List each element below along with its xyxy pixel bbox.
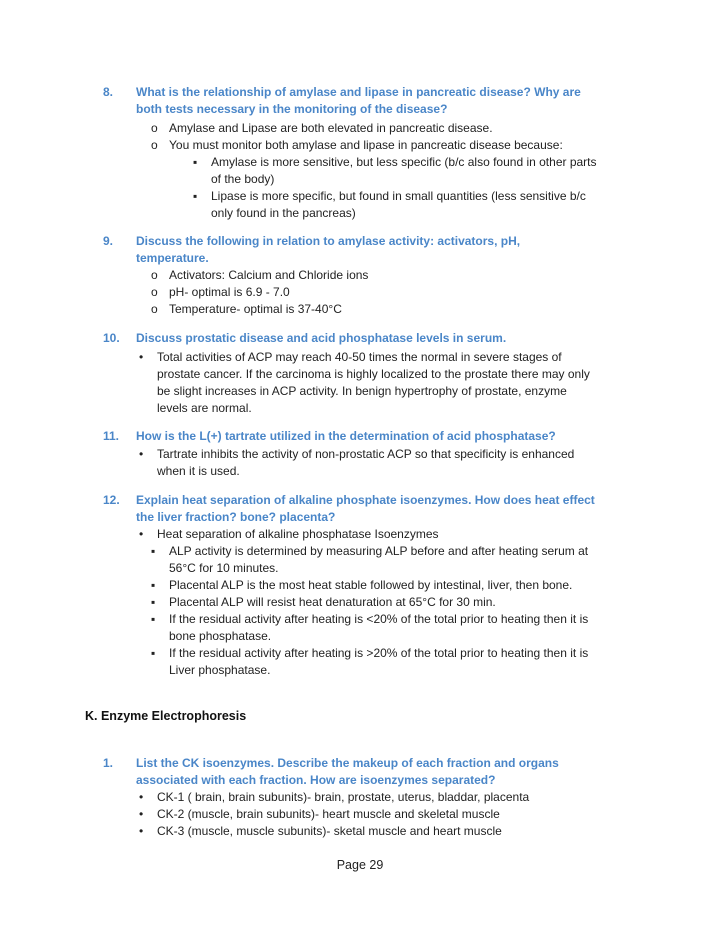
list-item-text: Tartrate inhibits the activity of non-prostatic ACP so that specificity is enhanced bbox=[157, 447, 575, 461]
list-item-text: Amylase and Lipase are both elevated in pancreatic disease. bbox=[169, 121, 493, 135]
list-item-text: levels are normal. bbox=[157, 401, 252, 415]
question-text-line: temperature. bbox=[136, 251, 209, 265]
bullet-icon: • bbox=[139, 790, 144, 804]
circle-bullet-icon: o bbox=[151, 268, 158, 282]
list-item-text: Amylase is more sensitive, but less specific (b/c also found in other parts bbox=[211, 155, 597, 169]
question-text-line: Explain heat separation of alkaline phosphate isoenzymes. How does heat effect bbox=[136, 493, 595, 507]
question-number: 12. bbox=[103, 493, 120, 507]
circle-bullet-icon: o bbox=[151, 121, 158, 135]
list-item-text: Placental ALP will resist heat denaturation at 65°C for 30 min. bbox=[169, 595, 496, 609]
bullet-icon: • bbox=[139, 527, 144, 541]
list-item bbox=[151, 301, 663, 318]
list-item-text: be slight increases in ACP activity. In benign hypertrophy of prostate, enzyme bbox=[157, 384, 567, 398]
bullet-icon: • bbox=[139, 350, 144, 364]
list-item-text: CK-1 ( brain, brain subunits)- brain, prostate, uterus, bladdar, placenta bbox=[157, 790, 530, 804]
section-heading: K. Enzyme Electrophoresis bbox=[85, 709, 247, 723]
list-item-text: 56°C for 10 minutes. bbox=[169, 561, 279, 575]
square-bullet-icon: ▪ bbox=[193, 155, 198, 169]
list-item bbox=[139, 349, 663, 417]
list-item-text: If the residual activity after heating is <20% of the total prior to heating then it is bbox=[169, 612, 589, 626]
list-item bbox=[139, 526, 663, 543]
list-item-text: ALP activity is determined by measuring ALP before and after heating serum at bbox=[169, 544, 589, 558]
question-text-line: List the CK isoenzymes. Describe the makeup of each fraction and organs bbox=[136, 756, 559, 770]
list-item bbox=[151, 577, 663, 594]
list-item-text: of the body) bbox=[211, 172, 275, 186]
question-k1 bbox=[103, 755, 663, 840]
question-text-line: Discuss the following in relation to amylase activity: activators, pH, bbox=[136, 234, 521, 248]
question-text-line: What is the relationship of amylase and lipase in pancreatic disease? Why are bbox=[136, 85, 581, 99]
list-item-text: Total activities of ACP may reach 40-50 times the normal in severe stages of bbox=[157, 350, 562, 364]
list-item-text: Heat separation of alkaline phosphatase Isoenzymes bbox=[157, 527, 439, 541]
list-item bbox=[193, 154, 663, 188]
question-text-line: both tests necessary in the monitoring of the disease? bbox=[136, 102, 448, 116]
question-text-line: associated with each fraction. How are isoenzymes separated? bbox=[136, 773, 496, 787]
circle-bullet-icon: o bbox=[151, 138, 158, 152]
square-bullet-icon: ▪ bbox=[151, 646, 156, 660]
square-bullet-icon: ▪ bbox=[193, 189, 198, 203]
list-item bbox=[139, 789, 663, 806]
question-12 bbox=[103, 492, 663, 679]
question-number: 11. bbox=[103, 429, 120, 443]
list-item bbox=[193, 188, 663, 222]
list-item-text: CK-3 (muscle, muscle subunits)- sketal muscle and heart muscle bbox=[157, 824, 502, 838]
question-text-line: How is the L(+) tartrate utilized in the determination of acid phosphatase? bbox=[136, 429, 556, 443]
list-item bbox=[151, 137, 663, 154]
list-item-text: pH- optimal is 6.9 - 7.0 bbox=[169, 285, 290, 299]
question-number: 1. bbox=[103, 756, 114, 770]
square-bullet-icon: ▪ bbox=[151, 612, 156, 626]
question-number: 10. bbox=[103, 331, 120, 345]
list-item bbox=[151, 594, 663, 611]
list-item-text: when it is used. bbox=[157, 464, 240, 478]
list-item bbox=[139, 806, 663, 823]
list-item-text: You must monitor both amylase and lipase in pancreatic disease because: bbox=[169, 138, 563, 152]
bullet-icon: • bbox=[139, 447, 144, 461]
square-bullet-icon: ▪ bbox=[151, 544, 156, 558]
page-number: Page 29 bbox=[336, 858, 384, 872]
question-9 bbox=[103, 233, 663, 318]
list-item bbox=[139, 823, 663, 840]
list-item-text: Temperature- optimal is 37-40°C bbox=[169, 302, 342, 316]
bullet-icon: • bbox=[139, 824, 144, 838]
list-item-text: If the residual activity after heating is >20% of the total prior to heating then it is bbox=[169, 646, 589, 660]
question-number: 9. bbox=[103, 234, 114, 248]
list-item-text: CK-2 (muscle, brain subunits)- heart muscle and skeletal muscle bbox=[157, 807, 500, 821]
list-item bbox=[151, 120, 663, 137]
circle-bullet-icon: o bbox=[151, 285, 158, 299]
list-item bbox=[151, 284, 663, 301]
list-item bbox=[139, 446, 663, 480]
list-item-text: Liver phosphatase. bbox=[169, 663, 271, 677]
list-item bbox=[151, 543, 663, 577]
question-10 bbox=[103, 330, 663, 417]
list-item-text: Lipase is more specific, but found in small quantities (less sensitive b/c bbox=[211, 189, 586, 203]
square-bullet-icon: ▪ bbox=[151, 595, 156, 609]
question-11 bbox=[103, 428, 663, 480]
bullet-icon: • bbox=[139, 807, 144, 821]
question-text-line: Discuss prostatic disease and acid phosphatase levels in serum. bbox=[136, 331, 507, 345]
list-item-text: Activators: Calcium and Chloride ions bbox=[169, 268, 369, 282]
list-item-text: prostate cancer. If the carcinoma is highly localized to the prostate there may only bbox=[157, 367, 590, 381]
list-item-text: only found in the pancreas) bbox=[211, 206, 356, 220]
list-item-text: Placental ALP is the most heat stable followed by intestinal, liver, then bone. bbox=[169, 578, 573, 592]
list-item bbox=[151, 611, 663, 645]
question-text-line: the liver fraction? bone? placenta? bbox=[136, 510, 336, 524]
list-item-text: bone phosphatase. bbox=[169, 629, 272, 643]
question-number: 8. bbox=[103, 85, 114, 99]
question-8 bbox=[103, 84, 663, 222]
square-bullet-icon: ▪ bbox=[151, 578, 156, 592]
list-item bbox=[151, 267, 663, 284]
circle-bullet-icon: o bbox=[151, 302, 158, 316]
list-item bbox=[151, 645, 663, 679]
